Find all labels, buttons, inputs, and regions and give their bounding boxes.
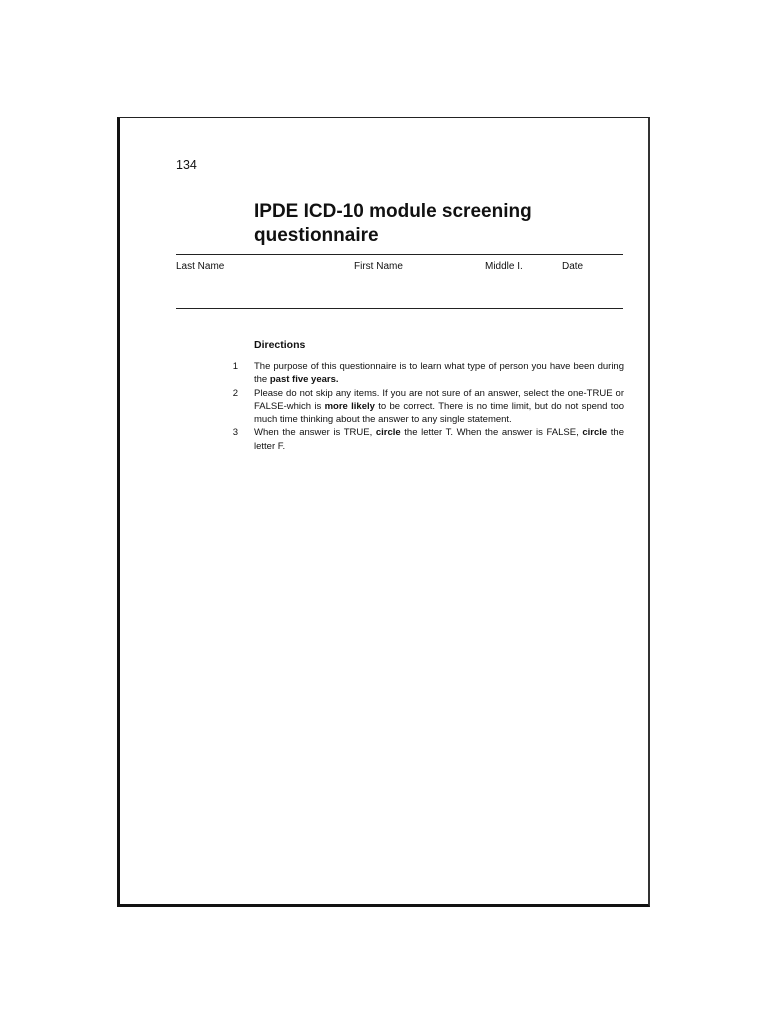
direction-emphasis: circle xyxy=(582,427,608,439)
direction-text-part: Please do not skip any items. If you are not sure of an answer, select the one-TRUE or FALSE-which is xyxy=(254,387,624,412)
directions-heading: Directions xyxy=(254,339,306,351)
direction-text xyxy=(254,388,624,426)
direction-item-3 xyxy=(228,426,624,453)
direction-text xyxy=(254,427,624,451)
name-entry-line xyxy=(176,308,623,309)
last-name-label: Last Name xyxy=(176,261,225,272)
page-title xyxy=(254,200,614,248)
middle-initial-label: Middle I. xyxy=(485,261,523,272)
direction-number: 3 xyxy=(232,427,238,439)
direction-text-part: The purpose of this questionnaire is to learn what type of person you have been during the xyxy=(254,361,624,386)
direction-item-1 xyxy=(228,360,624,387)
direction-text xyxy=(254,361,624,385)
direction-number: 1 xyxy=(232,361,238,372)
page-number: 134 xyxy=(176,158,197,172)
first-name-label: First Name xyxy=(354,261,403,272)
direction-emphasis: circle xyxy=(375,427,401,439)
header-rule-top xyxy=(176,254,623,255)
direction-text-part: When the answer is TRUE, xyxy=(254,427,376,439)
title-line-1: IPDE ICD-10 module screening xyxy=(254,201,532,222)
direction-emphasis: more likely xyxy=(324,400,375,412)
title-line-2: questionnaire xyxy=(254,225,379,246)
date-label: Date xyxy=(562,261,584,272)
direction-emphasis: past five years. xyxy=(269,374,339,386)
direction-text-part: the letter F. xyxy=(254,427,624,452)
direction-number: 2 xyxy=(232,387,238,399)
directions-list xyxy=(228,360,624,453)
document-page xyxy=(117,117,650,907)
direction-text-part: the letter T. When the answer is FALSE, xyxy=(400,427,583,439)
direction-text-part: to be correct. There is no time limit, but do not spend too much time thinking about the answer to any single statement. xyxy=(254,400,625,426)
direction-item-2 xyxy=(228,387,624,427)
